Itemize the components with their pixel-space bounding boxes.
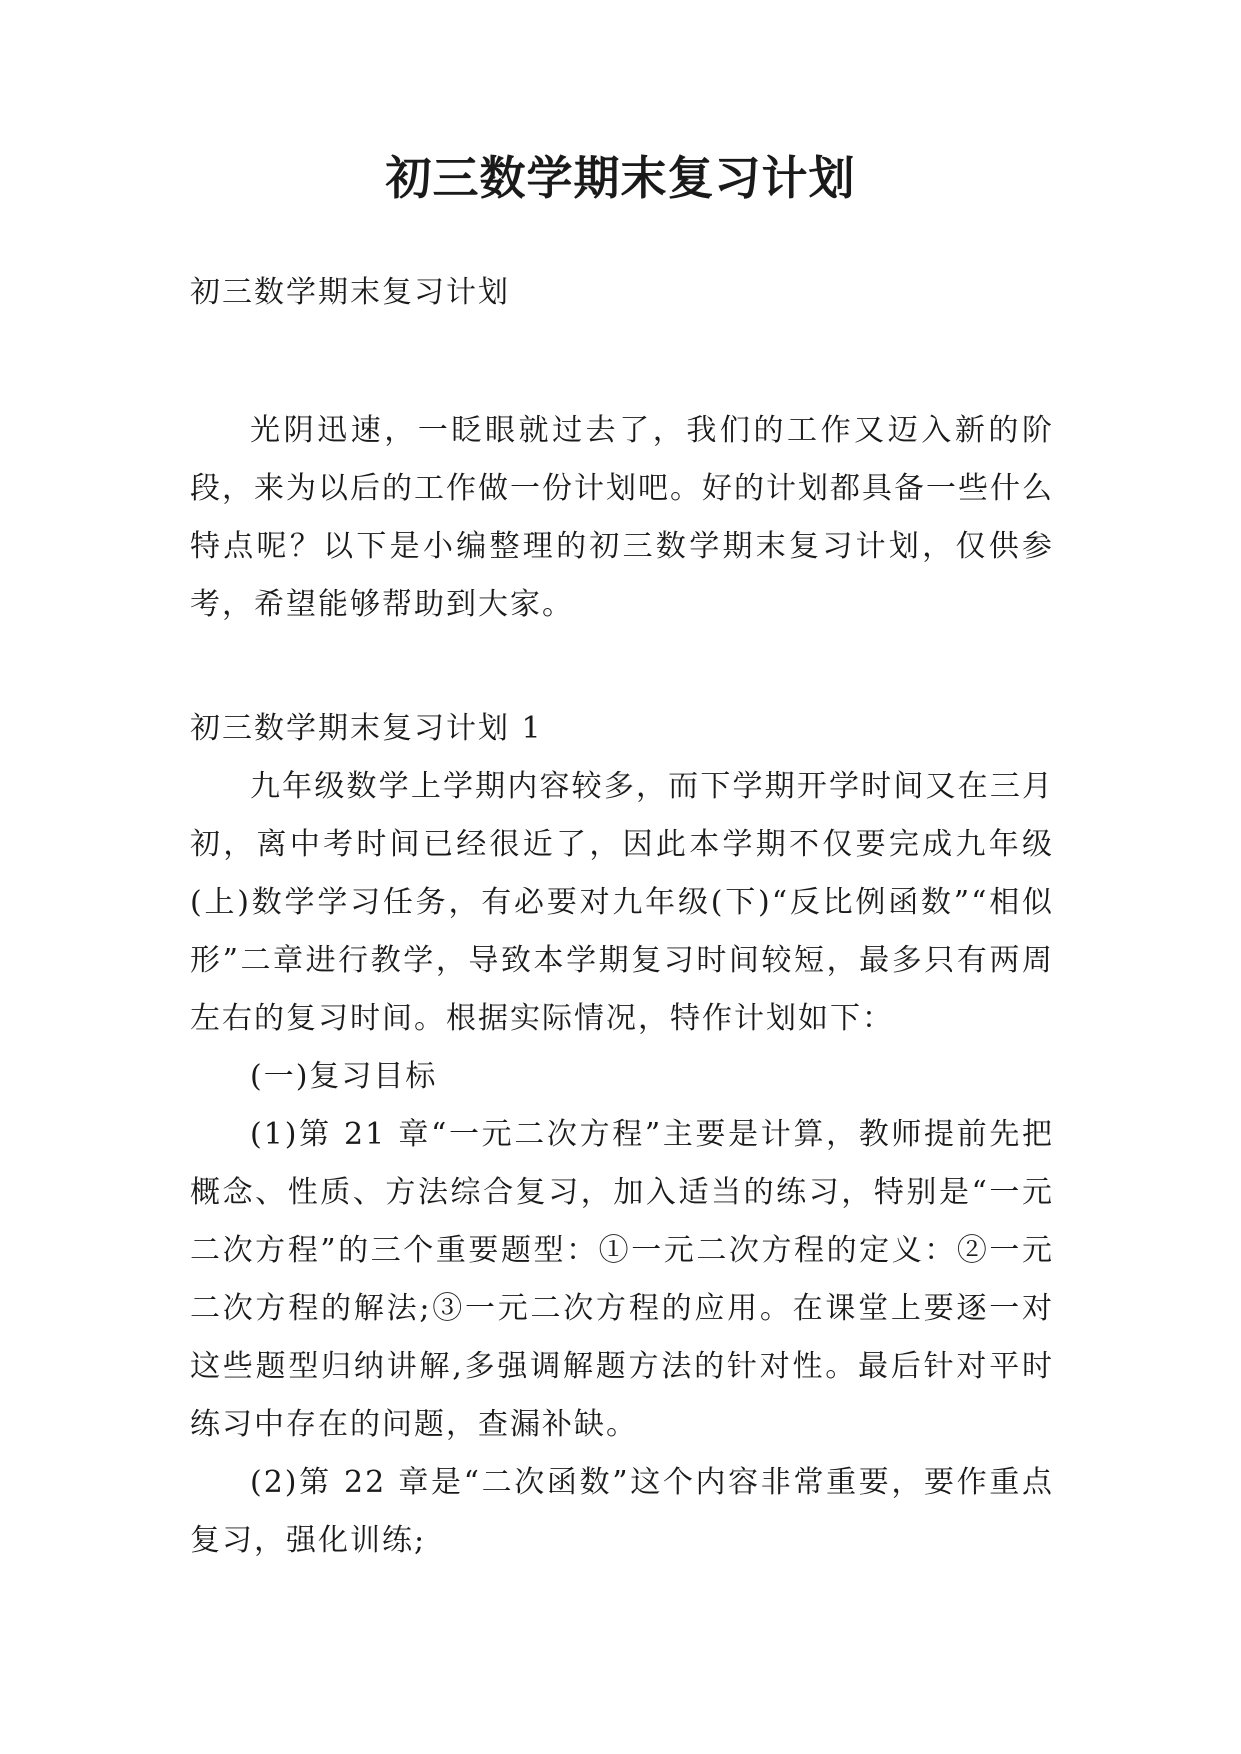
body-paragraph: (2)第 22 章是“二次函数”这个内容非常重要，要作重点复习，强化训练; — [190, 1465, 1054, 1558]
intro-paragraph — [190, 402, 1054, 634]
body-paragraph: 九年级数学上学期内容较多，而下学期开学时间又在三月初，离中考时间已经很近了，因此本学期不仅要完成九年级(上)数学学习任务，有必要对九年级(下)“反比例函数”“相似形”二章进行教学，导致本学期复习时间较短，最多只有两周左右的复习时间。根据实际情况，特作计划如下： — [190, 769, 1054, 1036]
review-goals-heading: (一)复习目标 — [250, 1059, 438, 1094]
body-paragraph: (1)第 21 章“一元二次方程”主要是计算，教师提前先把概念、性质、方法综合复习，加入适当的练习，特别是“一元二次方程”的三个重要题型：①一元二次方程的定义：②一元二次方程的解法;③一元二次方程的应用。在课堂上要逐一对这些题型归纳讲解,多强调解题方法的针对性。最后针对平时练习中存在的问题，查漏补缺。 — [190, 1117, 1054, 1442]
section-heading: 初三数学期末复习计划 1 — [190, 711, 543, 746]
document-subtitle: 初三数学期末复习计划 — [190, 275, 510, 310]
section-body — [190, 758, 1054, 1570]
intro-text: 光阴迅速，一眨眼就过去了，我们的工作又迈入新的阶段，来为以后的工作做一份计划吧。好的计划都具备一些什么特点呢？以下是小编整理的初三数学期末复习计划，仅供参考，希望能够帮助到大家。 — [190, 413, 1054, 622]
document-title: 初三数学期末复习计划 — [385, 151, 856, 205]
